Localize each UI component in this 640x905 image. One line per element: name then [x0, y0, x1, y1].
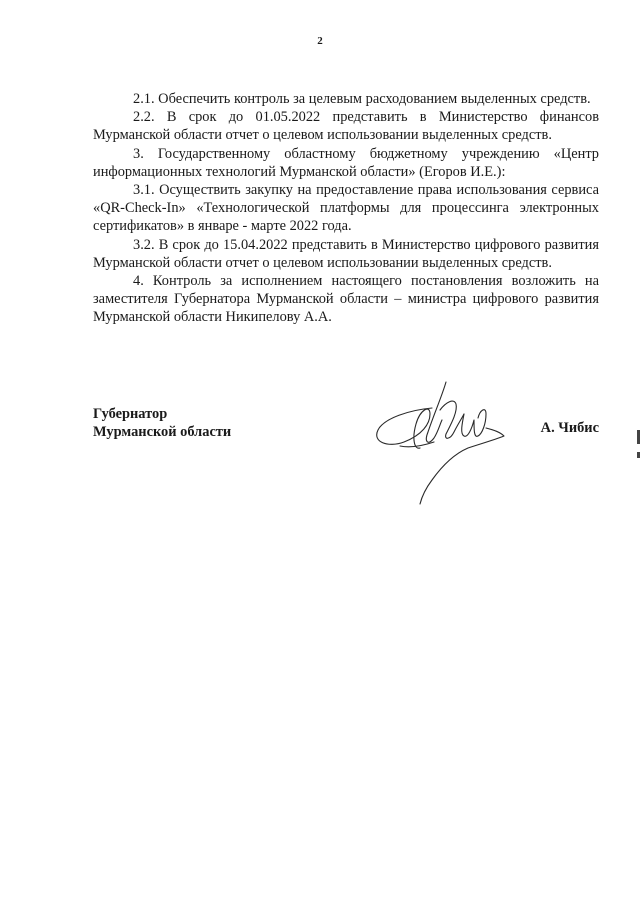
signatory-title-line1: Губернатор [93, 406, 168, 422]
paragraph-3: 3. Государственному областному бюджетному учреждению «Центр информационных технологий Мурманской области» (Егоров И.Е.): [93, 145, 599, 180]
paragraph-2-1: 2.1. Обеспечить контроль за целевым расходованием выделенных средств. [133, 91, 591, 107]
handwritten-signature [370, 380, 505, 505]
paragraph-3-2: 3.2. В срок до 15.04.2022 представить в Министерство цифрового развития Мурманской области отчет о целевом использовании выделенных средств. [93, 236, 599, 271]
document-body [93, 90, 599, 327]
signatory-title [93, 405, 231, 441]
signatory-name: А. Чибис [540, 420, 599, 436]
paragraph-4: 4. Контроль за исполнением настоящего постановления возложить на заместителя Губернатора Мурманской области – министра цифрового развития Мурманской области Никипелову А.А. [93, 273, 599, 326]
page-number: 2 [317, 35, 323, 47]
paragraph-2-2: 2.2. В срок до 01.05.2022 представить в Министерство финансов Мурманской области отчет о целевом использовании выделенных средств. [93, 109, 599, 144]
paragraph-3-1: 3.1. Осуществить закупку на предоставление права использования сервиса «QR-Check-In» «Технологической платформы для процессинга электронных сертификатов» в январе - марте 2022 года. [93, 182, 599, 235]
signatory-title-line2: Мурманской области [93, 424, 232, 441]
